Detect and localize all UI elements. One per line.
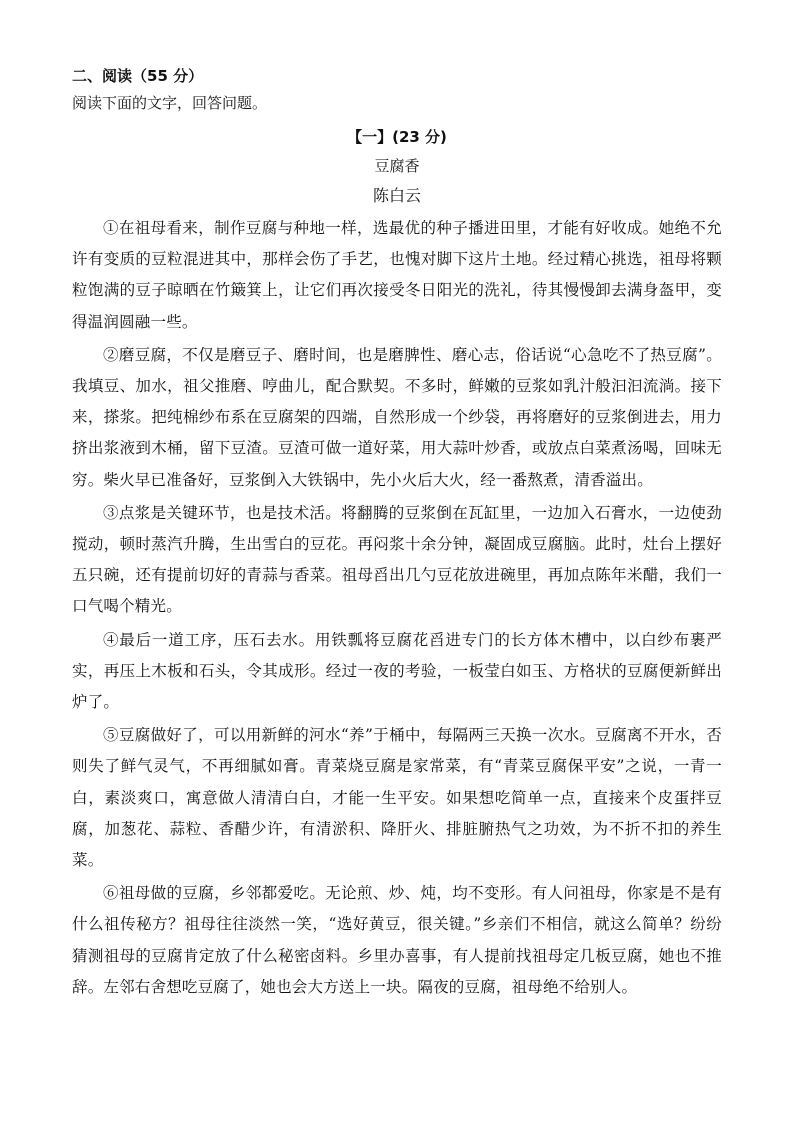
paragraph-1: ①在祖母看来，制作豆腐与种地一样，选最优的种子播进田里，才能有好收成。她绝不允许有变质的豆粒混进其中，那样会伤了手艺，也愧对脚下这片土地。经过精心挑选，祖母将颗粒饱满的豆子晾晒在竹簸箕上，让它们再次接受冬日阳光的洗礼，待其慢慢卸去满身盔甲，变得温润圆融一些。	[72, 219, 722, 331]
paragraph-6: ⑥祖母做的豆腐，乡邻都爱吃。无论煎、炒、炖，均不变形。有人问祖母，你家是不是有什么祖传秘方？祖母往往淡然一笑，“选好黄豆，很关键。”乡亲们不相信，就这么简单？纷纷猜测祖母的豆腐肯定放了什么秘密卤料。乡里办喜事，有人提前找祖母定几板豆腐，她也不推辞。左邻右舍想吃豆腐了，她也会大方送上一块。隔夜的豆腐，祖母绝不给别人。	[72, 884, 722, 996]
paragraph-5: ⑤豆腐做好了，可以用新鲜的河水“养”于桶中，每隔两三天换一次水。豆腐离不开水，否则失了鲜气灵气，不再细腻如膏。青菜烧豆腐是家常菜，有“青菜豆腐保平安”之说，一青一白，素淡爽口，寓意做人清清白白，才能一生平安。如果想吃简单一点，直接来个皮蛋拌豆腐，加葱花、蒜粒、香醋少许，有清淤积、降肝火、排脏腑热气之功效，为不折不扣的养生菜。	[72, 726, 722, 870]
paragraph-4: ④最后一道工序，压石去水。用铁瓢将豆腐花舀进专门的长方体木槽中，以白纱布裹严实，再压上木板和石头，令其成形。经过一夜的考验，一板莹白如玉、方格状的豆腐便新鲜出炉了。	[72, 630, 722, 712]
paragraph-2: ②磨豆腐，不仅是磨豆子、磨时间，也是磨脾性、磨心志，俗话说“心急吃不了热豆腐”。我填豆、加水，祖父推磨、哼曲儿，配合默契。不多时，鲜嫩的豆浆如乳汁般汩汩流淌。接下来，搽浆。把纯棉纱布系在豆腐架的四端，自然形成一个纱袋，再将磨好的豆浆倒进去，用力挤出浆液到木桶，留下豆渣。豆渣可做一道好菜，用大蒜叶炒香，或放点白菜煮汤喝，回味无穷。柴火早已准备好，豆浆倒入大铁锅中，先小火后大火，经一番熬煮，清香溢出。	[72, 345, 722, 489]
article-author: 陈白云	[372, 186, 421, 205]
article-title: 豆腐香	[374, 157, 420, 175]
part-title: 【一】(23 分)	[347, 128, 447, 146]
section-heading: 二、阅读（55 分）	[72, 67, 204, 85]
reading-instruction: 阅读下面的文字，回答问题。	[72, 94, 268, 112]
document-content	[72, 64, 722, 1005]
paragraph-3: ③点浆是关键环节，也是技术活。将翻腾的豆浆倒在瓦缸里，一边加入石膏水，一边使劲搅动，顿时蒸汽升腾，生出雪白的豆花。再闷浆十余分钟，凝固成豆腐脑。此时，灶台上摆好五只碗，还有提前切好的青蒜与香菜。祖母舀出几勺豆花放进碗里，再加点陈年米醋，我们一口气喝个精光。	[72, 503, 722, 616]
